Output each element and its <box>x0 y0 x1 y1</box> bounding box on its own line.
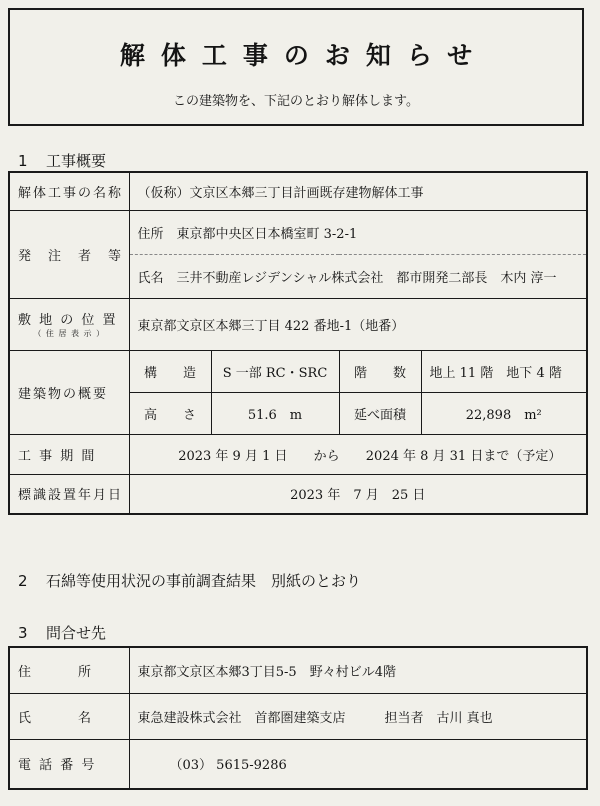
section1-heading <box>18 150 106 171</box>
sign-date-value: 2023 年 7 月 25 日 <box>129 474 587 514</box>
period-from: から <box>313 448 340 464</box>
notice-title-box <box>8 8 584 126</box>
floors-label: 階 数 <box>339 350 421 392</box>
period-end: 2024 年 8 月 31 日まで（予定） <box>365 448 562 464</box>
floors-value: 地上 11 階 地下 4 階 <box>421 350 587 392</box>
section3-number: 3 <box>18 624 28 642</box>
building-overview-label: 建築物の概要 <box>9 350 129 434</box>
period-start: 2023 年 9 月 1 日 <box>178 448 288 464</box>
table-row <box>9 210 587 254</box>
contact-name-value: 東急建設株式会社 首都圏建築支店 担当者 古川 真也 <box>129 693 587 739</box>
contact-address-value: 東京都文京区本郷3丁目5-5 野々村ビル4階 <box>129 647 587 693</box>
section1-number: 1 <box>18 152 28 170</box>
demolition-name-value: （仮称）文京区本郷三丁目計画既存建物解体工事 <box>129 172 587 210</box>
orderer-label: 発 注 者 等 <box>9 210 129 298</box>
section2-number: 2 <box>18 572 28 590</box>
contact-name-label: 氏 名 <box>9 693 129 739</box>
notice-title: 解体工事のお知らせ <box>119 41 489 70</box>
structure-value: S 一部 RC・SRC <box>211 350 339 392</box>
demolition-name-label: 解体工事の名称 <box>9 172 129 210</box>
orderer-address: 住所 東京都中央区日本橋室町 3-2-1 <box>129 210 587 254</box>
table-row <box>9 474 587 514</box>
section3-title: 問合せ先 <box>46 624 107 642</box>
construction-period-cell <box>129 434 587 474</box>
floor-area-value: 22,898 m² <box>421 392 587 434</box>
site-location-sublabel: （ 住 居 表 示 ） <box>33 329 106 338</box>
table-row <box>9 647 587 693</box>
table-row <box>9 350 587 392</box>
structure-label: 構 造 <box>129 350 211 392</box>
contact-address-label: 住 所 <box>9 647 129 693</box>
sign-date-label: 標識設置年月日 <box>9 474 129 514</box>
table-row <box>9 434 587 474</box>
height-value: 51.6 m <box>211 392 339 434</box>
table-row <box>9 298 587 350</box>
orderer-person: 氏名 三井不動産レジデンシャル株式会社 都市開発二部長 木内 淳一 <box>129 254 587 298</box>
site-location-label: 敷 地 の 位 置 <box>18 313 118 328</box>
table-row <box>9 172 587 210</box>
floor-area-label: 延べ面積 <box>339 392 421 434</box>
section2-heading <box>18 570 361 591</box>
contact-tel-label: 電 話 番 号 <box>9 739 129 789</box>
table-row <box>9 693 587 739</box>
height-label: 高 さ <box>129 392 211 434</box>
contact-tel-value: （03） 5615-9286 <box>129 739 587 789</box>
site-location-label-cell <box>9 298 129 350</box>
section3-heading <box>18 622 106 643</box>
section2-title: 石綿等使用状況の事前調査結果 別紙のとおり <box>46 572 362 590</box>
notice-subtitle: この建築物を、下記のとおり解体します。 <box>173 94 419 109</box>
table-row <box>9 739 587 789</box>
project-overview-table <box>8 171 588 515</box>
site-location-value: 東京都文京区本郷三丁目 422 番地-1（地番） <box>129 298 587 350</box>
contact-table <box>8 646 588 790</box>
construction-period-label: 工 事 期 間 <box>9 434 129 474</box>
section1-title: 工事概要 <box>46 152 107 170</box>
